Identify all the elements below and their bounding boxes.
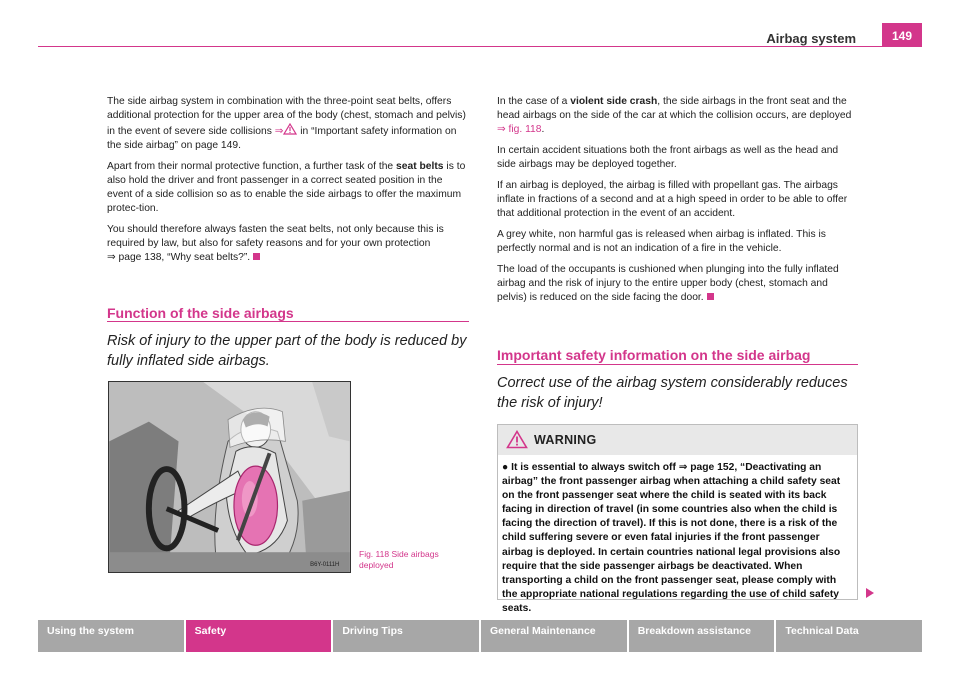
figure-side-airbags-deployed (108, 381, 351, 573)
bullet-icon: ● (502, 462, 509, 473)
right-column-text (497, 95, 859, 312)
figure-code: B6Y-0111H (310, 562, 340, 569)
warning-box (497, 424, 858, 614)
section-title-function-side-airbags: Function of the side airbags (107, 305, 294, 321)
footer-tab-driving-tips[interactable]: Driving Tips (333, 620, 479, 652)
page-header-title: Airbag system (766, 31, 856, 46)
figure-caption: Fig. 118 Side airbags deployed (359, 549, 439, 570)
section-subtitle: Risk of injury to the upper part of the body is reduced by fully inflated side airbags. (107, 333, 467, 369)
warning-title: WARNING (534, 433, 597, 447)
paragraph-accident-situations: In certain accident situations both the front airbags as well as the head and side airbags may be deployed together. (497, 145, 839, 170)
section-rule (497, 364, 858, 365)
footer-tab-breakdown-assistance[interactable]: Breakdown assistance (629, 620, 775, 652)
paragraph-occupant-load: The load of the occupants is cushioned when plunging into the fully inflated airbag and the risk of injury to the entire upper body (chest, stomach and pelvis) is reduced on the side facing the door. (497, 264, 839, 303)
footer-tab-safety[interactable]: Safety (186, 620, 332, 652)
footer-tab-general-maintenance[interactable]: General Maintenance (481, 620, 627, 652)
paragraph-grey-white-gas: A grey white, non harmful gas is released when airbag is inflated. This is perfectly normal and is not an indication of a fire in the vehicle. (497, 229, 826, 254)
link-deactivating-airbag[interactable]: ⇒ page 152, “Deactivating an airbag” (502, 462, 822, 488)
page-number: 149 (882, 23, 922, 47)
left-column-text (107, 95, 469, 272)
footer-tab-using-the-system[interactable]: Using the system (38, 620, 184, 652)
footer-nav (38, 620, 922, 652)
warning-triangle-icon (283, 126, 297, 137)
section-rule (107, 321, 469, 322)
paragraph-fasten-belts: You should therefore always fasten the seat belts, not only because this is required by law, but also for safety reasons and for your own protection ⇒ page 138, “Why seat belts?”. (107, 224, 444, 263)
side-airbag-illustration (109, 382, 350, 572)
header-rule (38, 46, 922, 47)
end-mark-icon (253, 253, 260, 260)
link-fig-118[interactable]: ⇒ fig. 118 (497, 124, 542, 135)
next-page-arrow-icon[interactable] (866, 588, 874, 598)
section-subtitle: Correct use of the airbag system considerably reduces the risk of injury! (497, 375, 848, 411)
paragraph-propellant-gas: If an airbag is deployed, the airbag is filled with propellant gas. The airbags inflate in fractions of a second and at a high speed in order to be able to offer that additional protection in the event of an accident. (497, 180, 848, 219)
footer-tab-technical-data[interactable]: Technical Data (776, 620, 922, 652)
section-title-important-safety-info: Important safety information on the side airbag (497, 347, 811, 363)
end-mark-icon (707, 293, 714, 300)
paragraph-violent-side-crash: In the case of a violent side crash, the side airbags in the front seat and the head airbags on the side of the car at which the collision occurs, are deployed ⇒ fig. 118. (497, 96, 852, 135)
paragraph-side-airbag-intro: The side airbag system in combination with the three-point seat belts, offers additional protection for the upper area of the body (chest, stomach and pelvis) in the event of severe side collisions ⇒ in “Important safety information on the side airbag” on page 149. (107, 96, 466, 151)
warning-header (498, 425, 857, 455)
warning-triangle-icon (506, 430, 528, 449)
link-why-seat-belts[interactable]: ⇒ page 138, “Why seat belts?”. (107, 252, 251, 263)
paragraph-seat-belts: Apart from their normal protective function, a further task of the seat belts is to also hold the driver and front passenger in a correct seated position in the event of a side collision so as to enable the side airbags to offer the maximum protec-tion. (107, 161, 466, 214)
warning-text: ● It is essential to always switch off ⇒ page 152, “Deactivating an airbag” the front passenger airbag when attaching a child safety seat on the front passenger seat where the child is seated with its back facing in direction of travel (in some countries also when the child is facing the direction of travel). If this is not done, there is a risk of the child suffering severe or even fatal injuries if the front passenger airbag is deployed. In certain countries national legal provisions also require that the side passenger airbags be deactivated. When transporting a child on the front passenger seat, please comply with the appropriate national regulations regarding the use of child safety seats. (502, 462, 841, 614)
